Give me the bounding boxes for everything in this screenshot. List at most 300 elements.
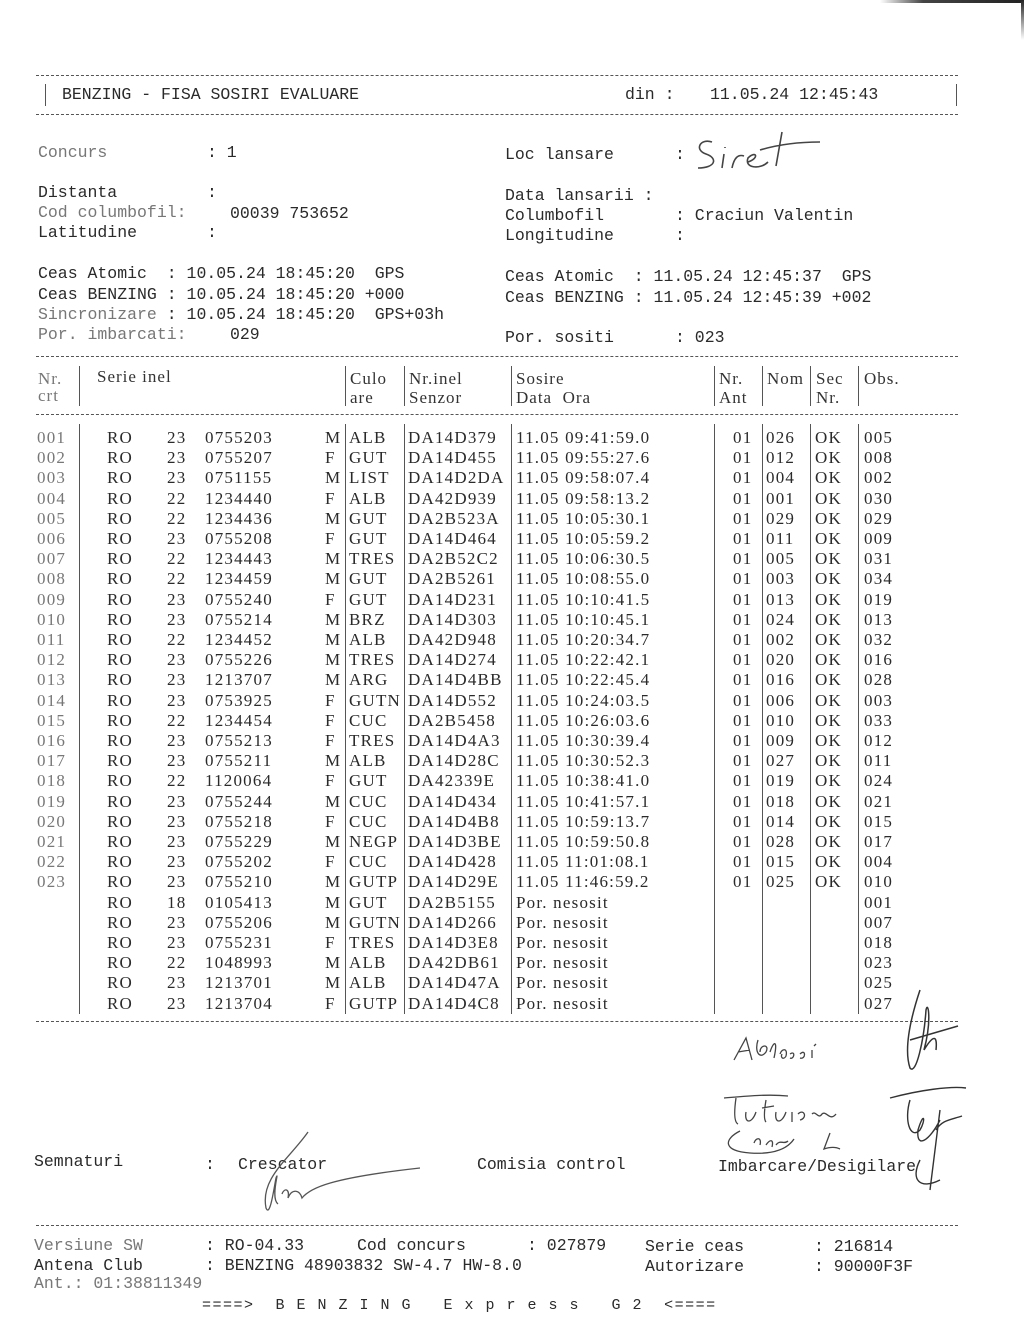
cell-ring-number: 0755207	[205, 448, 273, 468]
cell-color: ARG	[349, 670, 389, 690]
cell-arrival: 11.05 10:30:52.3	[516, 751, 651, 771]
cell-antenna: 01	[733, 670, 753, 690]
cell-ring-number: 0755226	[205, 650, 273, 670]
cell-arrival: Por. nesosit	[516, 892, 609, 912]
cell-sec: OK	[815, 832, 842, 851]
cell-sex: F	[325, 448, 336, 468]
cell-sex: M	[325, 428, 342, 447]
cell-nom: 003	[766, 569, 796, 589]
cell-arrival: 11.05 10:08:55.0	[516, 569, 651, 589]
cell-color: GUTN	[349, 912, 402, 932]
cell-country: RO	[107, 771, 134, 791]
cell-arrival: 11.05 10:59:13.7	[516, 811, 651, 831]
cell-color: GUT	[349, 589, 388, 609]
cell-obs: 034	[864, 569, 894, 589]
cell-ring-number: 0105413	[205, 892, 273, 912]
cell-sex: M	[325, 609, 342, 629]
cell-arrival: 11.05 10:10:45.1	[516, 609, 651, 629]
cell-country: RO	[107, 448, 134, 468]
cell-ring-number: 1234459	[205, 569, 273, 589]
cell-nr-crt: 011	[37, 630, 66, 649]
cell-obs: 029	[864, 508, 894, 528]
cod-concurs-label: Cod concurs	[357, 1236, 466, 1255]
cell-arrival: 11.05 10:38:41.0	[516, 771, 651, 791]
cell-nr-crt: 007	[37, 549, 67, 569]
divider	[36, 114, 958, 115]
table-row	[0, 529, 1024, 549]
cell-obs: 019	[864, 589, 894, 609]
clock-value: : 11.05.24 12:45:37	[633, 267, 822, 286]
cell-sensor: DA14D266	[408, 912, 497, 932]
cell-nom: 011	[766, 529, 795, 548]
cell-antenna: 01	[733, 488, 753, 508]
data-lansarii-label: Data lansarii :	[505, 186, 654, 205]
cell-obs: 005	[864, 428, 894, 447]
cell-sensor: DA42DB61	[408, 953, 500, 973]
cell-obs: 001	[864, 892, 894, 912]
cell-nom: 005	[766, 549, 796, 569]
col-header-ant: Ant	[719, 388, 748, 407]
cell-color: CUC	[349, 852, 388, 872]
cell-nom: 019	[766, 771, 796, 791]
cell-arrival: 11.05 10:26:03.6	[516, 710, 651, 730]
cell-sex: F	[325, 852, 336, 872]
cell-nom: 002	[766, 630, 796, 649]
cell-country: RO	[107, 488, 134, 508]
versiune-sw-label: Versiune SW	[34, 1236, 143, 1255]
cell-color: CUC	[349, 791, 388, 811]
cell-sec: OK	[815, 710, 842, 730]
col-header-obs: Obs.	[864, 369, 900, 388]
cell-nom: 028	[766, 832, 796, 851]
cell-sex: M	[325, 872, 342, 892]
cell-nr-crt: 013	[37, 670, 67, 690]
col-header-culoare-2: are	[350, 388, 374, 407]
cell-year: 23	[167, 973, 187, 993]
cell-obs: 025	[864, 973, 894, 993]
cell-sensor: DA2B5458	[408, 710, 496, 730]
cod-columbofil-value: 00039 753652	[230, 204, 349, 223]
cell-color: GUTP	[349, 872, 399, 892]
columbofil-value: : Craciun Valentin	[675, 206, 854, 225]
cell-country: RO	[107, 508, 134, 528]
cell-sex: M	[325, 670, 342, 690]
cell-obs: 031	[864, 549, 894, 569]
cell-obs: 015	[864, 811, 894, 831]
cell-sec: OK	[815, 872, 842, 892]
cell-year: 23	[167, 609, 187, 629]
imbarcati-label: Por. imbarcati:	[38, 325, 187, 344]
cell-country: RO	[107, 670, 134, 690]
cell-sensor: DA14D29E	[408, 872, 499, 892]
cell-sec: OK	[815, 791, 842, 811]
clock-suffix: +002	[831, 288, 872, 307]
cell-sensor: DA14D379	[408, 428, 497, 447]
cell-antenna: 01	[733, 529, 753, 548]
cell-sex: F	[325, 993, 336, 1013]
cell-year: 23	[167, 690, 187, 710]
cell-obs: 016	[864, 650, 894, 670]
cell-sex: F	[325, 529, 336, 548]
cell-antenna: 01	[733, 751, 753, 771]
col-header-sec: Sec	[816, 369, 844, 388]
cell-nom: 010	[766, 710, 796, 730]
cell-color: GUT	[349, 569, 388, 589]
cell-sensor: DA14D303	[408, 609, 497, 629]
cell-year: 23	[167, 589, 187, 609]
col-header-crt: crt	[38, 386, 59, 405]
cell-country: RO	[107, 791, 134, 811]
cell-sec: OK	[815, 529, 842, 548]
serie-ceas-label: Serie ceas	[645, 1237, 745, 1256]
cell-color: ALB	[349, 751, 387, 771]
col-separator	[714, 366, 715, 406]
cell-sec: OK	[815, 549, 842, 569]
cell-antenna: 01	[733, 710, 753, 730]
cell-obs: 013	[864, 609, 894, 629]
cell-obs: 033	[864, 710, 894, 730]
cell-country: RO	[107, 428, 134, 447]
cell-sensor: DA14D47A	[408, 973, 501, 993]
cell-nr-crt: 002	[37, 448, 67, 468]
cell-country: RO	[107, 832, 134, 851]
concurs-value: : 1	[207, 143, 237, 162]
sositi-label: Por. sositi	[505, 328, 614, 347]
cell-sensor: DA42D939	[408, 488, 497, 508]
cell-nr-crt: 005	[37, 508, 67, 528]
cell-ring-number: 0755240	[205, 589, 273, 609]
cell-ring-number: 0755244	[205, 791, 273, 811]
cell-ring-number: 1234443	[205, 549, 273, 569]
cell-sensor: DA14D4B8	[408, 811, 500, 831]
cell-country: RO	[107, 933, 134, 952]
cell-sec: OK	[815, 609, 842, 629]
cell-sensor: DA2B523A	[408, 508, 500, 528]
latitudine-label: Latitudine	[38, 223, 138, 242]
table-row	[0, 468, 1024, 488]
cell-sensor: DA14D434	[408, 791, 497, 811]
cell-arrival: 11.05 09:58:13.2	[516, 488, 651, 508]
clock-suffix: GPS	[374, 264, 405, 283]
cell-nr-crt: 006	[37, 529, 67, 548]
crescator-label: Crescator	[238, 1155, 328, 1174]
cell-arrival: 11.05 11:46:59.2	[516, 872, 650, 892]
cell-ring-number: 0751155	[205, 468, 273, 488]
cell-arrival: 11.05 10:22:45.4	[516, 670, 651, 690]
cell-arrival: Por. nesosit	[516, 933, 609, 952]
brand-banner: ====> B E N Z I N G E x p r e s s G 2 <====	[202, 1297, 717, 1314]
cell-arrival: 11.05 11:01:08.1	[516, 852, 650, 872]
col-header-culoare: Culo	[350, 369, 388, 388]
clock-value: : 10.05.24 18:45:20	[166, 305, 355, 324]
scan-edge	[880, 0, 1024, 3]
cell-country: RO	[107, 993, 134, 1013]
antenna-id: Ant.: 01:38811349	[34, 1274, 203, 1293]
cell-sex: M	[325, 912, 342, 932]
cell-ring-number: 1048993	[205, 953, 273, 973]
cell-ring-number: 0755231	[205, 933, 273, 952]
cell-color: ALB	[349, 973, 387, 993]
cell-arrival: 11.05 10:06:30.5	[516, 549, 651, 569]
cell-sex: M	[325, 973, 342, 993]
cell-obs: 032	[864, 630, 894, 649]
col-separator	[345, 366, 346, 406]
cell-country: RO	[107, 731, 134, 750]
cell-sensor: DA14D2DA	[408, 468, 505, 488]
cell-sec: OK	[815, 731, 842, 750]
cell-obs: 010	[864, 872, 894, 892]
table-row	[0, 832, 1024, 852]
handwritten-signature	[880, 1080, 970, 1200]
cell-obs: 011	[864, 751, 893, 771]
cell-arrival: Por. nesosit	[516, 993, 609, 1013]
cell-year: 22	[167, 710, 187, 730]
cell-obs: 003	[864, 690, 894, 710]
cell-ring-number: 1234454	[205, 710, 273, 730]
cell-obs: 023	[864, 953, 894, 973]
col-header-serie-inel: Serie inel	[97, 367, 172, 386]
cell-year: 18	[167, 892, 187, 912]
cell-sensor: DA2B5155	[408, 892, 496, 912]
cell-antenna: 01	[733, 468, 753, 488]
cell-color: GUT	[349, 892, 388, 912]
cell-color: TRES	[349, 650, 396, 670]
cell-sec: OK	[815, 589, 842, 609]
cell-sensor: DA42D948	[408, 630, 497, 649]
cell-year: 23	[167, 872, 187, 892]
cell-antenna: 01	[733, 731, 753, 750]
cell-sec: OK	[815, 650, 842, 670]
cell-sensor: DA14D4A3	[408, 731, 501, 750]
cell-obs: 027	[864, 993, 894, 1013]
clock-label: Ceas Atomic	[38, 264, 167, 283]
table-row	[0, 509, 1024, 529]
cell-year: 22	[167, 508, 187, 528]
col-separator	[404, 366, 405, 406]
cell-country: RO	[107, 569, 134, 589]
cell-sec: OK	[815, 811, 842, 831]
col-header-nr-ant: Nr.	[719, 369, 744, 388]
cell-antenna: 01	[733, 771, 753, 791]
cell-nr-crt: 014	[37, 690, 67, 710]
cell-year: 23	[167, 529, 187, 548]
table-row	[0, 630, 1024, 650]
table-row	[0, 893, 1024, 913]
document-title: BENZING - FISA SOSIRI EVALUARE	[62, 85, 360, 104]
cell-sex: F	[325, 771, 336, 791]
cell-ring-number: 0755211	[205, 751, 273, 771]
cell-country: RO	[107, 710, 134, 730]
cell-ring-number: 0755208	[205, 529, 273, 548]
cell-nom: 026	[766, 428, 796, 447]
cell-color: NEGP	[349, 832, 399, 851]
table-row	[0, 994, 1024, 1014]
cell-antenna: 01	[733, 791, 753, 811]
cod-concurs-value: : 027879	[527, 1236, 607, 1255]
clock-label: Sincronizare	[38, 305, 167, 324]
handwritten-signature-abalosei	[730, 1030, 850, 1070]
clock-value: : 10.05.24 18:45:20	[166, 264, 355, 283]
cell-obs: 021	[864, 791, 894, 811]
cell-ring-number: 1213701	[205, 973, 273, 993]
divider	[36, 1021, 958, 1022]
antena-club-value: : BENZING 48903832 SW-4.7 HW-8.0	[205, 1256, 522, 1275]
cod-columbofil-label: Cod columbofil:	[38, 203, 187, 222]
cell-nr-crt: 018	[37, 771, 67, 791]
table-row	[0, 933, 1024, 953]
col-separator	[79, 366, 80, 406]
cell-color: TRES	[349, 549, 396, 569]
cell-antenna: 01	[733, 549, 753, 569]
cell-year: 23	[167, 448, 187, 468]
table-row	[0, 771, 1024, 791]
cell-year: 22	[167, 488, 187, 508]
cell-country: RO	[107, 872, 134, 892]
cell-sensor: DA14D274	[408, 650, 497, 670]
cell-arrival: 11.05 09:55:27.6	[516, 448, 651, 468]
cell-ring-number: 0755202	[205, 852, 273, 872]
cell-color: GUTN	[349, 690, 402, 710]
box-border	[45, 84, 46, 106]
cell-country: RO	[107, 892, 134, 912]
cell-obs: 012	[864, 731, 894, 750]
cell-ring-number: 1120064	[205, 771, 273, 791]
cell-country: RO	[107, 630, 134, 649]
cell-color: ALB	[349, 488, 387, 508]
cell-nr-crt: 019	[37, 791, 67, 811]
cell-ring-number: 1234436	[205, 508, 273, 528]
table-row	[0, 569, 1024, 589]
cell-sex: F	[325, 731, 336, 750]
loc-lansare-colon: :	[675, 145, 685, 164]
cell-nom: 009	[766, 731, 796, 750]
cell-year: 23	[167, 933, 187, 952]
table-row	[0, 751, 1024, 771]
cell-arrival: 11.05 10:20:34.7	[516, 630, 651, 649]
cell-ring-number: 1234452	[205, 630, 273, 649]
distanta-label: Distanta	[38, 183, 118, 202]
cell-sex: M	[325, 630, 342, 649]
cell-obs: 018	[864, 933, 894, 952]
cell-color: LIST	[349, 468, 390, 488]
cell-nr-crt: 001	[37, 428, 67, 447]
cell-sec: OK	[815, 630, 842, 649]
cell-sensor: DA14D464	[408, 529, 497, 548]
cell-sex: M	[325, 569, 342, 589]
cell-sec: OK	[815, 751, 842, 771]
cell-year: 23	[167, 852, 187, 872]
clock-label: Ceas BENZING	[505, 288, 634, 307]
cell-year: 23	[167, 650, 187, 670]
clock-row-right-1	[505, 288, 871, 308]
autorizare-label: Autorizare	[645, 1257, 745, 1276]
cell-year: 23	[167, 468, 187, 488]
cell-nom: 029	[766, 508, 796, 528]
table-row	[0, 973, 1024, 993]
cell-arrival: 11.05 10:05:30.1	[516, 508, 651, 528]
cell-antenna: 01	[733, 690, 753, 710]
table-row	[0, 650, 1024, 670]
serie-ceas-value: : 216814	[814, 1237, 894, 1256]
cell-sec: OK	[815, 690, 842, 710]
cell-obs: 009	[864, 529, 894, 548]
cell-year: 22	[167, 771, 187, 791]
cell-color: GUTP	[349, 993, 399, 1013]
table-row	[0, 590, 1024, 610]
cell-arrival: 11.05 10:59:50.8	[516, 832, 651, 851]
cell-sensor: DA14D28C	[408, 751, 500, 771]
din-label: din :	[625, 85, 675, 104]
cell-year: 23	[167, 832, 187, 851]
cell-antenna: 01	[733, 609, 753, 629]
cell-sensor: DA14D4BB	[408, 670, 503, 690]
col-header-nr: Nr.	[38, 369, 63, 388]
cell-color: TRES	[349, 933, 396, 952]
cell-country: RO	[107, 973, 134, 993]
loc-lansare-label: Loc lansare	[505, 145, 614, 164]
cell-year: 22	[167, 630, 187, 649]
table-row	[0, 428, 1024, 448]
cell-ring-number: 0755206	[205, 912, 273, 932]
cell-sex: F	[325, 933, 336, 952]
cell-arrival: 11.05 10:22:42.1	[516, 650, 651, 670]
cell-nom: 014	[766, 811, 796, 831]
cell-country: RO	[107, 852, 134, 872]
cell-sensor: DA14D552	[408, 690, 497, 710]
handwritten-signature-tutuianu	[718, 1088, 888, 1128]
cell-country: RO	[107, 549, 134, 569]
cell-nom: 004	[766, 468, 796, 488]
cell-year: 23	[167, 751, 187, 771]
cell-nom: 013	[766, 589, 796, 609]
table-row	[0, 691, 1024, 711]
cell-sex: M	[325, 832, 342, 851]
cell-obs: 007	[864, 912, 894, 932]
cell-year: 23	[167, 993, 187, 1013]
cell-sensor: DA2B52C2	[408, 549, 499, 569]
table-row	[0, 953, 1024, 973]
cell-sensor: DA14D3BE	[408, 832, 502, 851]
table-row	[0, 489, 1024, 509]
cell-sec: OK	[815, 468, 842, 488]
cell-arrival: Por. nesosit	[516, 953, 609, 973]
cell-sensor: DA14D428	[408, 852, 497, 872]
cell-sex: M	[325, 549, 342, 569]
cell-nr-crt: 021	[37, 832, 67, 851]
cell-nom: 018	[766, 791, 796, 811]
cell-sex: F	[325, 589, 336, 609]
divider	[36, 75, 958, 76]
cell-nom: 006	[766, 690, 796, 710]
cell-antenna: 01	[733, 508, 753, 528]
col-header-sec-nr: Nr.	[816, 388, 841, 407]
cell-country: RO	[107, 953, 134, 973]
table-row	[0, 913, 1024, 933]
col-separator	[762, 366, 763, 406]
cell-obs: 004	[864, 852, 894, 872]
cell-ring-number: 0755229	[205, 832, 273, 851]
cell-sex: M	[325, 791, 342, 811]
handwritten-signature-ionescu	[720, 1125, 880, 1161]
cell-sec: OK	[815, 771, 842, 791]
cell-color: GUT	[349, 529, 388, 548]
cell-color: GUT	[349, 771, 388, 791]
cell-nom: 024	[766, 609, 796, 629]
cell-nr-crt: 022	[37, 852, 67, 872]
cell-arrival: 11.05 10:05:59.2	[516, 529, 651, 548]
table-row	[0, 812, 1024, 832]
cell-sex: M	[325, 508, 342, 528]
